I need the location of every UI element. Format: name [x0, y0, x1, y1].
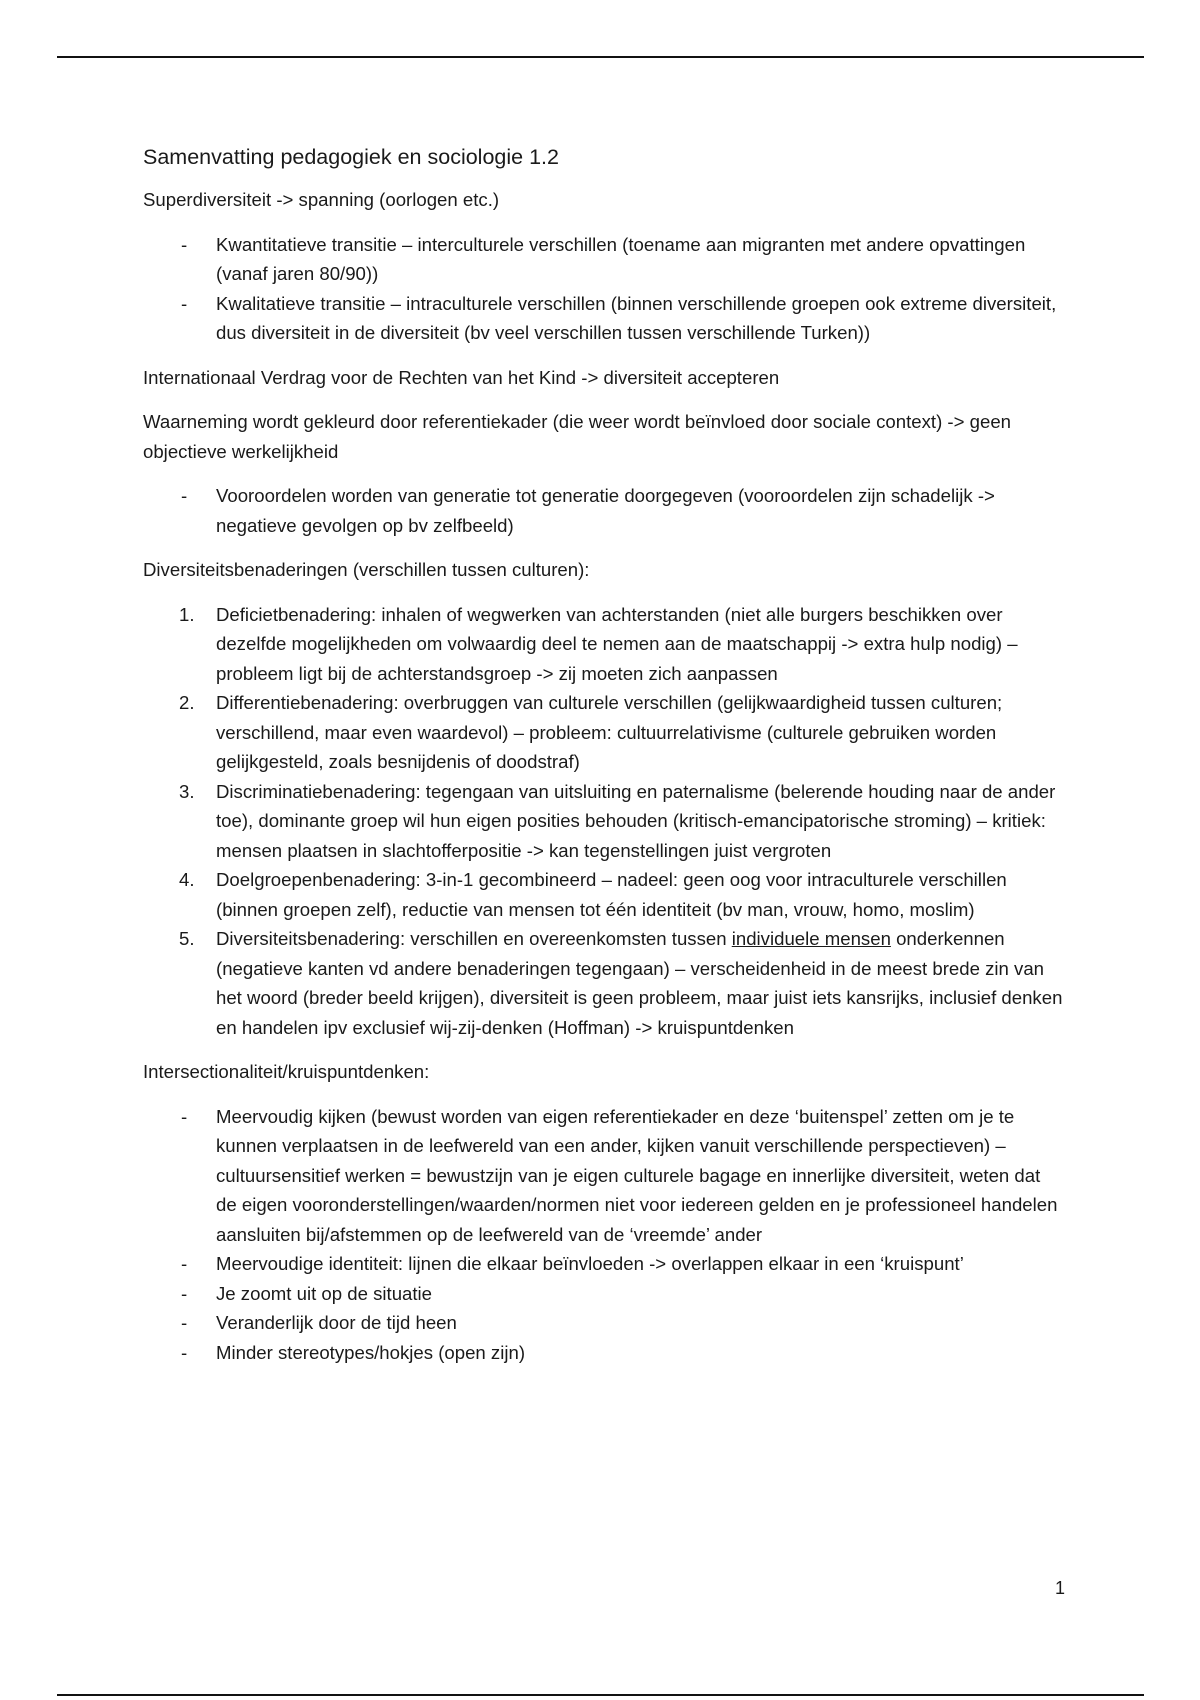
list-item-text: Discriminatiebenadering: tegengaan van uitsluiting en paternalisme (belerende houding naar de ander toe), dominante groep wil hun eigen posities behouden (kritisch-emancipatorische stroming) – kritiek: mensen plaatsen in slachtofferpositie -> kan tegenstellingen juist vergroten	[216, 780, 1056, 861]
list-item-text: Je zoomt uit op de situatie	[216, 1282, 433, 1304]
list-item-text-before: Diversiteitsbenadering: verschillen en overeenkomsten tussen	[216, 928, 732, 949]
list-item-text: Kwantitatieve transitie – interculturele verschillen (toename aan migranten met andere opvattingen (vanaf jaren 80/90))	[216, 233, 1026, 284]
list-item	[143, 1308, 1063, 1338]
dash-marker: -	[181, 233, 188, 255]
list-item	[143, 230, 1063, 289]
document-title: Samenvatting pedagogiek en sociologie 1.2	[143, 145, 559, 169]
list-item-text: Doelgroepenbenadering: 3-in-1 gecombineerd – nadeel: geen oog voor intraculturele verschillen (binnen groepen zelf), reductie van mensen tot één identiteit (bv man, vrouw, homo, moslim)	[216, 869, 1007, 920]
list-item	[143, 600, 1063, 689]
vooroordelen-list	[143, 481, 1063, 540]
list-item-text: Vooroordelen worden van generatie tot generatie doorgegeven (vooroordelen zijn schadelijk -> negatieve gevolgen op bv zelfbeeld)	[216, 485, 995, 536]
list-item	[143, 1102, 1063, 1250]
dash-marker: -	[181, 1341, 188, 1363]
list-item-text: Meervoudige identiteit: lijnen die elkaar beïnvloeden -> overlappen elkaar in een ‘kruispunt’	[216, 1253, 964, 1274]
list-item-text: Differentiebenadering: overbruggen van culturele verschillen (gelijkwaardigheid tussen culturen; verschillend, maar even waardevol) – probleem: cultuurrelativisme (culturele gebruiken worden gelijkgesteld, zoals besnijdenis of doodstraf)	[216, 692, 1003, 772]
transities-list	[143, 230, 1063, 348]
list-item	[143, 289, 1063, 348]
dash-marker: -	[181, 292, 188, 314]
benaderingen-list	[143, 600, 1063, 1043]
list-item	[143, 481, 1063, 540]
page-number: 1	[1054, 1578, 1065, 1598]
paragraph-waarneming: Waarneming wordt gekleurd door referentiekader (die weer wordt beïnvloed door sociale context) -> geen objectieve werkelijkheid	[143, 411, 1012, 462]
heading-intersectionaliteit: Intersectionaliteit/kruispuntdenken:	[143, 1061, 430, 1082]
number-marker: 4.	[179, 869, 195, 890]
list-item	[143, 777, 1063, 866]
number-marker: 5.	[179, 928, 195, 949]
list-item	[143, 1249, 1063, 1279]
number-marker: 2.	[179, 692, 195, 713]
number-marker: 1.	[179, 603, 195, 625]
intersectionaliteit-list	[143, 1102, 1063, 1368]
underlined-text: individuele mensen	[731, 928, 891, 949]
list-item-text: Minder stereotypes/hokjes (open zijn)	[216, 1341, 526, 1363]
dash-marker: -	[181, 1312, 188, 1333]
list-item-text-after: onderkennen (negatieve kanten vd andere benaderingen tegengaan) – verscheidenheid in de meest brede zin van het woord (breder beeld krijgen), diversiteit is geen probleem, maar juist iets kansrijks, inclusief denken en handelen ipv exclusief wij-zij-denken (Hoffman) -> kruispuntdenken	[216, 928, 1063, 1038]
list-item	[143, 1279, 1063, 1309]
list-item-text: Meervoudig kijken (bewust worden van eigen referentiekader en deze ‘buitenspel’ zetten om je te kunnen verplaatsen in de leefwereld van een ander, kijken vanuit verschillende perspectieven) – cultuursensitief werken = bewustzijn van je eigen culturele bagage en innerlijke diversiteit, weten dat de eigen vooronderstellingen/waarden/normen niet voor iedereen gelden en je professioneel handelen aansluiten bij/afstemmen op de leefwereld van de ‘vreemde’ ander	[216, 1105, 1058, 1245]
paragraph-verdrag: Internationaal Verdrag voor de Rechten van het Kind -> diversiteit accepteren	[143, 366, 780, 388]
document-page	[143, 142, 1063, 1382]
list-item	[143, 1338, 1063, 1368]
list-item	[143, 688, 1063, 777]
list-item	[143, 924, 1063, 1042]
dash-marker: -	[181, 1253, 188, 1274]
heading-benaderingen: Diversiteitsbenaderingen (verschillen tussen culturen):	[143, 559, 590, 580]
dash-marker: -	[181, 1105, 188, 1127]
list-item-text: Veranderlijk door de tijd heen	[216, 1312, 457, 1333]
paragraph-superdiversiteit: Superdiversiteit -> spanning (oorlogen etc.)	[143, 189, 500, 210]
header-rule	[57, 56, 1144, 58]
number-marker: 3.	[179, 780, 195, 802]
list-item-text: Deficietbenadering: inhalen of wegwerken van achterstanden (niet alle burgers beschikken over dezelfde mogelijkheden om volwaardig deel te nemen aan de maatschappij -> extra hulp nodig) – probleem ligt bij de achterstandsgroep -> zij moeten zich aanpassen	[216, 603, 1018, 684]
list-item	[143, 865, 1063, 924]
dash-marker: -	[181, 485, 188, 506]
footer-rule	[57, 1694, 1144, 1696]
dash-marker: -	[181, 1282, 188, 1304]
list-item-text: Kwalitatieve transitie – intraculturele verschillen (binnen verschillende groepen ook extreme diversiteit, dus diversiteit in de diversiteit (bv veel verschillen tussen verschillende Turken))	[216, 292, 1057, 343]
